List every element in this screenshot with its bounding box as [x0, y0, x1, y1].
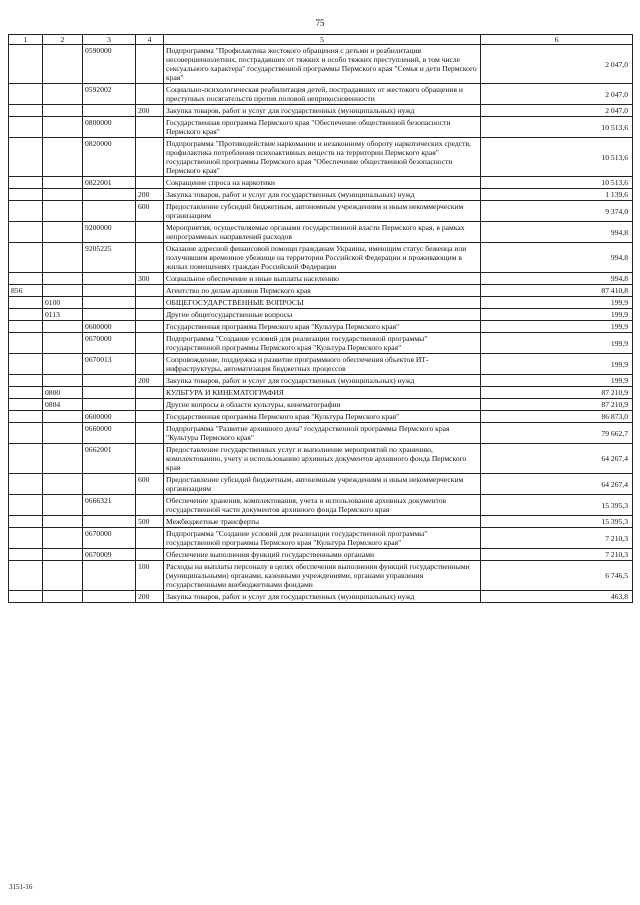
cell-expense-type-code: 200: [136, 591, 164, 603]
cell-expense-type-code: [136, 222, 164, 243]
table-header: [9, 35, 633, 45]
cell-target-code: [83, 474, 136, 495]
cell-ministry-code: [9, 309, 43, 321]
table-row: [9, 444, 633, 474]
cell-item-name: ОБЩЕГОСУДАРСТВЕННЫЕ ВОПРОСЫ: [164, 297, 481, 309]
cell-section-code: [43, 549, 83, 561]
cell-expense-type-code: [136, 411, 164, 423]
cell-ministry-code: [9, 222, 43, 243]
table-row: [9, 201, 633, 222]
cell-item-name: Закупка товаров, работ и услуг для государственных (муниципальных) нужд: [164, 189, 481, 201]
cell-expense-type-code: [136, 45, 164, 84]
cell-section-code: [43, 273, 83, 285]
cell-item-name: Государственная программа Пермского края "Культура Пермского края": [164, 411, 481, 423]
cell-target-code: [83, 105, 136, 117]
table-row: [9, 297, 633, 309]
cell-target-code: [83, 387, 136, 399]
cell-ministry-code: [9, 321, 43, 333]
cell-ministry-code: [9, 516, 43, 528]
table-row: [9, 243, 633, 273]
cell-expense-type-code: [136, 528, 164, 549]
cell-expense-type-code: [136, 84, 164, 105]
table-row: [9, 474, 633, 495]
table-row: [9, 354, 633, 375]
cell-item-name: Закупка товаров, работ и услуг для государственных (муниципальных) нужд: [164, 375, 481, 387]
cell-target-code: 0670013: [83, 354, 136, 375]
cell-ministry-code: [9, 444, 43, 474]
cell-section-code: 0800: [43, 387, 83, 399]
cell-amount: 7 210,3: [481, 528, 633, 549]
cell-ministry-code: [9, 528, 43, 549]
cell-section-code: [43, 189, 83, 201]
cell-section-code: [43, 117, 83, 138]
cell-target-code: [83, 591, 136, 603]
cell-section-code: [43, 423, 83, 444]
cell-expense-type-code: 500: [136, 516, 164, 528]
cell-amount: 86 873,0: [481, 411, 633, 423]
cell-item-name: Оказание адресной финансовой помощи гражданам Украины, имеющим статус беженца или получившим временное убежище на территории Российской Федерации и проживающим в жилых помещениях граждан Российской Федерации: [164, 243, 481, 273]
cell-amount: 1 139,6: [481, 189, 633, 201]
cell-item-name: Закупка товаров, работ и услуг для государственных (муниципальных) нужд: [164, 105, 481, 117]
cell-ministry-code: [9, 354, 43, 375]
cell-expense-type-code: [136, 423, 164, 444]
table-row: [9, 591, 633, 603]
cell-target-code: [83, 273, 136, 285]
cell-section-code: [43, 444, 83, 474]
table-row: [9, 516, 633, 528]
cell-item-name: Государственная программа Пермского края "Культура Пермского края": [164, 321, 481, 333]
cell-section-code: [43, 411, 83, 423]
cell-section-code: [43, 222, 83, 243]
cell-ministry-code: [9, 495, 43, 516]
cell-amount: 2 047,0: [481, 84, 633, 105]
cell-ministry-code: [9, 105, 43, 117]
cell-ministry-code: [9, 243, 43, 273]
cell-section-code: [43, 243, 83, 273]
header-col-1: 1: [9, 35, 43, 45]
header-col-3: 3: [83, 35, 136, 45]
cell-item-name: Социальное обеспечение и иные выплаты населению: [164, 273, 481, 285]
cell-target-code: [83, 309, 136, 321]
cell-amount: 64 267,4: [481, 444, 633, 474]
cell-amount: 199,9: [481, 354, 633, 375]
table-row: [9, 138, 633, 177]
cell-target-code: 0666321: [83, 495, 136, 516]
cell-expense-type-code: 200: [136, 105, 164, 117]
cell-target-code: 0660000: [83, 423, 136, 444]
cell-target-code: [83, 189, 136, 201]
cell-target-code: 0600000: [83, 411, 136, 423]
cell-target-code: 0600000: [83, 321, 136, 333]
cell-section-code: [43, 138, 83, 177]
cell-section-code: 0100: [43, 297, 83, 309]
cell-expense-type-code: [136, 495, 164, 516]
cell-expense-type-code: [136, 399, 164, 411]
footer-code: 3151-16: [9, 883, 33, 891]
cell-target-code: 0670000: [83, 528, 136, 549]
table-row: [9, 399, 633, 411]
cell-target-code: 0590000: [83, 45, 136, 84]
cell-target-code: 0670009: [83, 549, 136, 561]
cell-section-code: [43, 375, 83, 387]
cell-item-name: Социально-психологическая реабилитация детей, пострадавших от жестокого обращения и преступных посягательств против половой неприкосновенности: [164, 84, 481, 105]
cell-target-code: 9200000: [83, 222, 136, 243]
cell-target-code: 0662001: [83, 444, 136, 474]
cell-ministry-code: [9, 201, 43, 222]
cell-ministry-code: [9, 549, 43, 561]
cell-item-name: Подпрограмма "Развитие архивного дела" государственной программы Пермского края "Культура Пермского края": [164, 423, 481, 444]
cell-amount: 87 210,9: [481, 387, 633, 399]
cell-expense-type-code: [136, 549, 164, 561]
cell-expense-type-code: [136, 285, 164, 297]
cell-section-code: [43, 591, 83, 603]
cell-item-name: Государственная программа Пермского края "Обеспечение общественной безопасности Пермского края": [164, 117, 481, 138]
cell-expense-type-code: [136, 138, 164, 177]
table-row: [9, 309, 633, 321]
cell-item-name: Подпрограмма "Профилактика жестокого обращения с детьми и реабилитация несовершеннолетних, пострадавших от тяжких и особо тяжких преступлений, в том числе сексуального характера" государственной программы Пермского края "Семья и дети Пермского края": [164, 45, 481, 84]
cell-item-name: Межбюджетные трансферты: [164, 516, 481, 528]
cell-ministry-code: [9, 561, 43, 591]
table-row: [9, 321, 633, 333]
cell-item-name: Предоставление государственных услуг и выполнение мероприятий по хранению, комплектованию, учету и использованию архивных документов архивного фонда Пермского края: [164, 444, 481, 474]
table-row: [9, 117, 633, 138]
table-row: [9, 84, 633, 105]
cell-amount: 994,8: [481, 243, 633, 273]
cell-ministry-code: [9, 591, 43, 603]
table-row: [9, 549, 633, 561]
cell-expense-type-code: 300: [136, 273, 164, 285]
cell-expense-type-code: [136, 444, 164, 474]
cell-item-name: Подпрограмма "Создание условий для реализации государственной программы" государственной программы Пермского края "Культура Пермского края": [164, 528, 481, 549]
cell-item-name: Подпрограмма "Противодействие наркомании и незаконному обороту наркотических средств, профилактика потребления психоактивных веществ на территории Пермского края" государственной программы Пермского края "Обеспечение общественной безопасности Пермского края": [164, 138, 481, 177]
cell-item-name: Обеспечение хранения, комплектования, учета и использования архивных документов государственной части документов архивного фонда Пермского края: [164, 495, 481, 516]
cell-expense-type-code: [136, 243, 164, 273]
cell-amount: 463,8: [481, 591, 633, 603]
cell-item-name: Мероприятия, осуществляемые органами государственной власти Пермского края, в рамках непрограммных направлений расходов: [164, 222, 481, 243]
cell-ministry-code: [9, 411, 43, 423]
cell-expense-type-code: 200: [136, 189, 164, 201]
cell-target-code: [83, 375, 136, 387]
cell-ministry-code: [9, 189, 43, 201]
cell-amount: 10 513,6: [481, 138, 633, 177]
cell-target-code: 0592002: [83, 84, 136, 105]
cell-target-code: [83, 201, 136, 222]
cell-amount: 199,9: [481, 333, 633, 354]
cell-amount: 199,9: [481, 297, 633, 309]
cell-amount: 2 047,0: [481, 45, 633, 84]
cell-ministry-code: [9, 117, 43, 138]
cell-amount: 2 047,0: [481, 105, 633, 117]
cell-amount: 994,8: [481, 273, 633, 285]
table-row: [9, 333, 633, 354]
cell-section-code: [43, 84, 83, 105]
cell-section-code: [43, 201, 83, 222]
cell-expense-type-code: [136, 177, 164, 189]
cell-section-code: 0113: [43, 309, 83, 321]
cell-target-code: [83, 285, 136, 297]
cell-expense-type-code: [136, 321, 164, 333]
cell-target-code: 0820000: [83, 138, 136, 177]
cell-ministry-code: [9, 138, 43, 177]
table-row: [9, 189, 633, 201]
cell-ministry-code: [9, 45, 43, 84]
cell-ministry-code: [9, 474, 43, 495]
cell-ministry-code: [9, 333, 43, 354]
cell-item-name: Подпрограмма "Создание условий для реализации государственной программы" государственной программы Пермского края "Культура Пермского края": [164, 333, 481, 354]
cell-target-code: 9205225: [83, 243, 136, 273]
cell-ministry-code: [9, 399, 43, 411]
cell-target-code: 0822001: [83, 177, 136, 189]
table-row: [9, 528, 633, 549]
cell-amount: 9 374,0: [481, 201, 633, 222]
cell-section-code: [43, 285, 83, 297]
table-row: [9, 411, 633, 423]
cell-expense-type-code: [136, 333, 164, 354]
cell-expense-type-code: 200: [136, 375, 164, 387]
cell-amount: 87 210,9: [481, 399, 633, 411]
cell-amount: 87 410,8: [481, 285, 633, 297]
cell-expense-type-code: 100: [136, 561, 164, 591]
cell-item-name: Другие общегосударственные вопросы: [164, 309, 481, 321]
cell-item-name: Расходы на выплаты персоналу в целях обеспечения выполнения функций государственными (муниципальными) органами, казенными учреждениями, органами управления государственными внебюджетными фондами: [164, 561, 481, 591]
page-number: 75: [315, 18, 325, 28]
cell-section-code: [43, 105, 83, 117]
table-row: [9, 285, 633, 297]
table-row: [9, 45, 633, 84]
cell-ministry-code: [9, 297, 43, 309]
cell-section-code: [43, 45, 83, 84]
cell-expense-type-code: [136, 309, 164, 321]
cell-expense-type-code: [136, 117, 164, 138]
cell-target-code: 0800000: [83, 117, 136, 138]
table-row: [9, 375, 633, 387]
cell-expense-type-code: [136, 387, 164, 399]
cell-target-code: 0670000: [83, 333, 136, 354]
cell-item-name: Агентство по делам архивов Пермского края: [164, 285, 481, 297]
cell-expense-type-code: [136, 354, 164, 375]
cell-target-code: [83, 399, 136, 411]
cell-ministry-code: 856: [9, 285, 43, 297]
cell-ministry-code: [9, 375, 43, 387]
cell-section-code: [43, 354, 83, 375]
table-row: [9, 177, 633, 189]
cell-item-name: Сопровождение, поддержка и развитие программного обеспечения объектов ИТ-инфраструктуры, автоматизация бюджетных процессов: [164, 354, 481, 375]
header-col-5: 5: [164, 35, 481, 45]
table-row: [9, 105, 633, 117]
cell-section-code: [43, 528, 83, 549]
cell-amount: 64 267,4: [481, 474, 633, 495]
budget-table: [8, 34, 633, 603]
table-row: [9, 495, 633, 516]
cell-target-code: [83, 516, 136, 528]
header-col-2: 2: [43, 35, 83, 45]
cell-item-name: Сокращение спроса на наркотики: [164, 177, 481, 189]
cell-expense-type-code: 600: [136, 201, 164, 222]
cell-ministry-code: [9, 387, 43, 399]
cell-expense-type-code: 600: [136, 474, 164, 495]
cell-section-code: [43, 495, 83, 516]
cell-item-name: Другие вопросы в области культуры, кинематографии: [164, 399, 481, 411]
table-row: [9, 561, 633, 591]
cell-amount: 15 395,3: [481, 495, 633, 516]
cell-target-code: [83, 297, 136, 309]
cell-ministry-code: [9, 273, 43, 285]
header-col-6: 6: [481, 35, 633, 45]
table-row: [9, 222, 633, 243]
cell-item-name: Предоставление субсидий бюджетным, автономным учреждениям и иным некоммерческим организациям: [164, 474, 481, 495]
cell-section-code: [43, 474, 83, 495]
header-col-4: 4: [136, 35, 164, 45]
table-row: [9, 273, 633, 285]
cell-section-code: [43, 561, 83, 591]
table-row: [9, 423, 633, 444]
cell-item-name: КУЛЬТУРА И КИНЕМАТОГРАФИЯ: [164, 387, 481, 399]
cell-item-name: Закупка товаров, работ и услуг для государственных (муниципальных) нужд: [164, 591, 481, 603]
cell-ministry-code: [9, 84, 43, 105]
cell-target-code: [83, 561, 136, 591]
cell-item-name: Предоставление субсидий бюджетным, автономным учреждениям и иным некоммерческим организациям: [164, 201, 481, 222]
cell-amount: 79 662,7: [481, 423, 633, 444]
cell-amount: 199,9: [481, 375, 633, 387]
cell-amount: 199,9: [481, 321, 633, 333]
cell-item-name: Обеспечение выполнения функций государственными органами: [164, 549, 481, 561]
cell-amount: 199,9: [481, 309, 633, 321]
cell-section-code: 0804: [43, 399, 83, 411]
cell-amount: 994,8: [481, 222, 633, 243]
cell-ministry-code: [9, 177, 43, 189]
cell-section-code: [43, 177, 83, 189]
cell-section-code: [43, 516, 83, 528]
cell-amount: 6 746,5: [481, 561, 633, 591]
cell-section-code: [43, 321, 83, 333]
cell-section-code: [43, 333, 83, 354]
table-row: [9, 387, 633, 399]
table-body: [9, 45, 633, 603]
cell-ministry-code: [9, 423, 43, 444]
cell-amount: 15 395,3: [481, 516, 633, 528]
cell-amount: 7 210,3: [481, 549, 633, 561]
cell-amount: 10 513,6: [481, 177, 633, 189]
cell-amount: 10 513,6: [481, 117, 633, 138]
cell-expense-type-code: [136, 297, 164, 309]
